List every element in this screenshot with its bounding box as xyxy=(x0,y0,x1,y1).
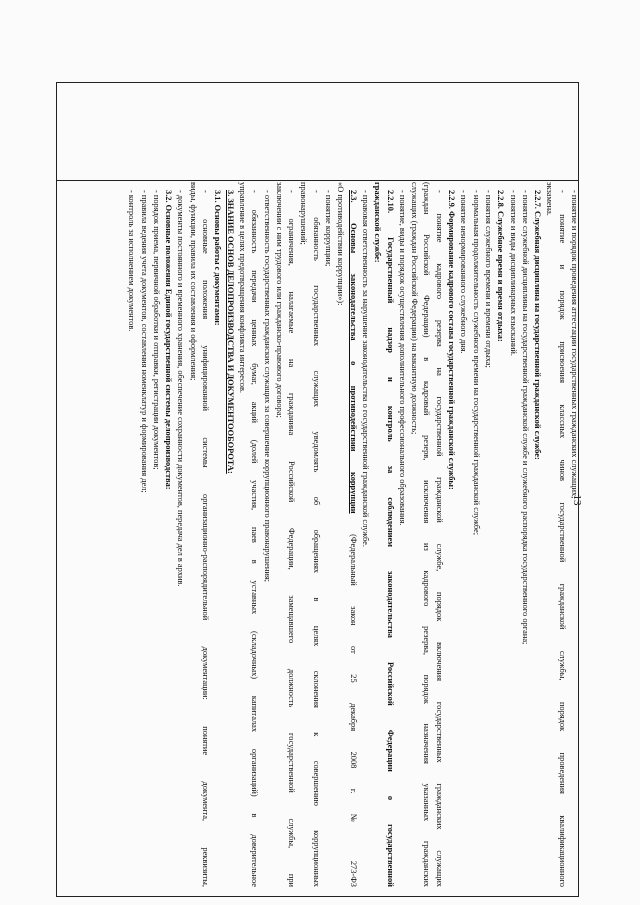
text-line: - ответственность государственных гражданских служащих за совершение коррупционного правонарушения; xyxy=(262,190,272,582)
text-line: - нормальная продолжительность служебного времени на государственной гражданской службе; xyxy=(471,190,481,536)
text-line: - обязанность передачи ценных бумаг, акций (долей участия, паев в уставных (складочных) капиталах организаций) в доверительное xyxy=(250,190,260,887)
text-line: - понятие ненормированного служебного дня. xyxy=(459,190,469,354)
text-line: - понятие служебной дисциплины на государственной гражданской службе и служебного распорядка государственного органа; xyxy=(520,190,530,645)
text-line: - понятие и порядок присвоения классных чинов государственной гражданской службы, порядок проведения квалификационного xyxy=(557,190,567,887)
text-line: 2.2.9. Формирование кадрового состава государственной гражданской службы: xyxy=(447,190,457,490)
text-line: управление в целях предотвращения конфликта интересов. xyxy=(237,182,247,393)
page-number: 13 xyxy=(571,494,583,506)
text-line: - ограничения, налагаемые на гражданина Российской Федерации, замещавшего должность государственной службы, при xyxy=(287,190,297,887)
text-line: виды, функции, правила их составления и оформления; xyxy=(188,182,198,381)
text-line: - правила ведения учета документов, составления номенклатур и формирования дел; xyxy=(139,190,149,493)
text-line: - понятие кадрового резерва на государственной гражданской службе, порядок включения государственных гражданских служащих xyxy=(434,190,444,887)
text-line: гражданской службе: xyxy=(373,182,383,263)
text-line: - понятие коррупции; xyxy=(324,190,334,267)
text-line: - понятие, виды и порядок осуществления дополнительного профессионального образования. xyxy=(397,190,407,526)
text-line: 3.1. Основы работы с документами: xyxy=(213,190,223,326)
text-line: - обязанность государственных служащих уведомлять об обращениях в целях склонения к совершению коррупционных xyxy=(311,190,321,887)
section-heading: 2.3. Основы законодательства о противодействии коррупции xyxy=(348,190,358,514)
text-line: служащих (граждан Российской Федерации) на вакантную должность; xyxy=(410,182,420,435)
text-line: экзамена. xyxy=(545,182,555,216)
text-line: - контроль за исполнением документов. xyxy=(127,190,137,332)
text-line: заключении с ним трудового или гражданско-правового договора; xyxy=(274,182,284,418)
text-line: - документы постоянного и временного хранения, обеспечение сохранности документов, передача дел в архив. xyxy=(176,190,186,587)
text-line: 2.3. Основы законодательства о противодействии коррупции (Федеральный закон от 25 декабря 2008 г. № 273-ФЗ xyxy=(348,190,358,887)
text-line: «О противодействии коррупции»): xyxy=(336,182,346,306)
text-line: - основные положения унифицированной системы организационно-распорядительной документации: понятие документа, реквизиты, xyxy=(201,190,211,887)
text-line: 2.2.7. Служебная дисциплина на государственной гражданской службе: xyxy=(533,190,543,460)
text-line: - понятие и порядок проведения аттестации государственных гражданских служащих; xyxy=(570,190,579,499)
text-line: правонарушений; xyxy=(299,182,309,245)
text-line: - порядок приема, первичной обработки и отправки, регистрации документов; xyxy=(151,190,161,470)
text-line: - правовая ответственность за нарушение законодательства о государственной гражданской службе. xyxy=(360,190,370,547)
text-line: - понятия служебного времени и времени отдыха; xyxy=(483,190,493,368)
text-line: - понятие и виды дисциплинарных взысканий. xyxy=(508,190,518,356)
text-line: 3. ЗНАНИЕ ОСНОВ ДЕЛОПРОИЗВОДСТВА И ДОКУМЕНТООБОРОТА: xyxy=(225,190,235,474)
text-line: 3.2. Основные положения Единой государственной системы делопроизводства: xyxy=(164,190,174,490)
table-divider xyxy=(57,180,578,181)
text-line: 2.2.8. Служебное время и время отдыха: xyxy=(496,190,506,342)
text-line: 2.2.10. Государственный надзор и контроль за соблюдением законодательства Российской Федерации о государственной xyxy=(385,190,395,887)
text-line: (граждан Российской Федерации) в кадровый резерв, исключения из кадрового резерва, порядок назначения указанных гражданских xyxy=(422,182,432,887)
rotated-text-block xyxy=(100,182,580,887)
